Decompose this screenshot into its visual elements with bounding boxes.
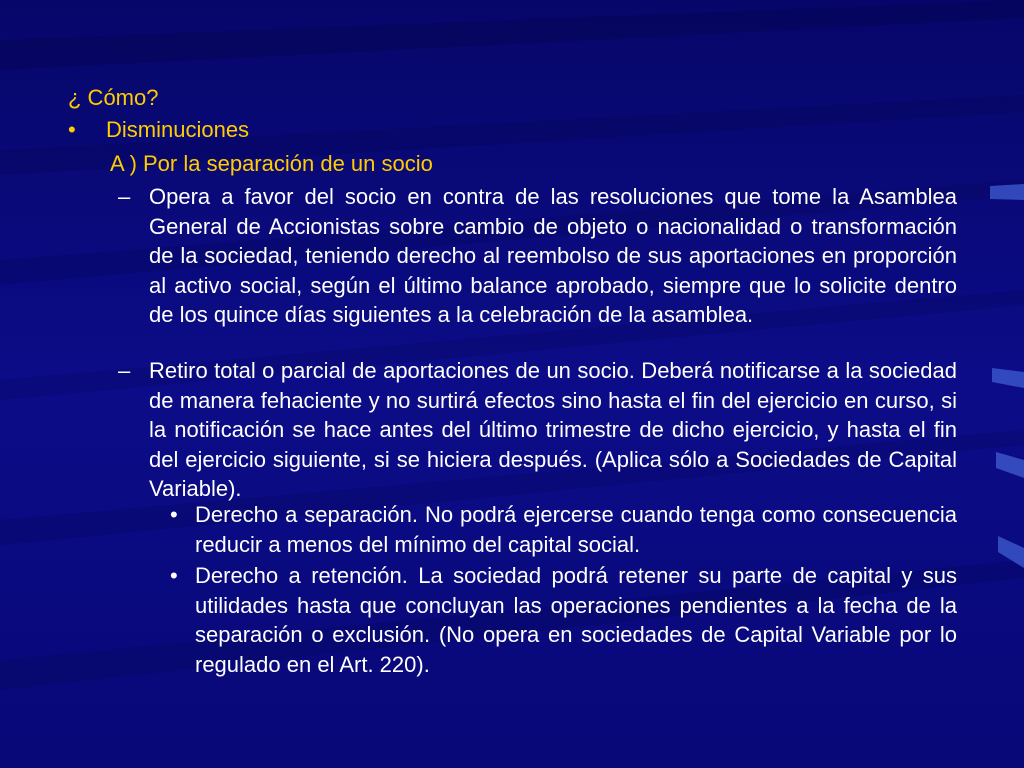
question-heading: ¿ Cómo? [68,85,159,110]
list-item: Retiro total o parcial de aportaciones de un socio. Deberá notificarse a la sociedad de manera fehaciente y no surtirá efectos sino hasta el fin del ejercicio en curso, si la notificación se hace antes del último trimestre de dicho ejercicio, y hasta el fin del ejercicio siguiente, si se hiciera después. (Aplica sólo a Sociedades de Capital Variable). [149,358,957,501]
topic-heading: Disminuciones [106,117,250,142]
dash-marker: – [118,184,131,209]
bullet-marker: • [170,563,178,588]
subsection-heading: A ) Por la separación de un socio [110,151,433,176]
topic-bullet: • [68,117,76,142]
bullet-marker: • [170,502,178,527]
dash-marker: – [118,358,131,383]
list-item: Derecho a retención. La sociedad podrá retener su parte de capital y sus utilidades hasta que concluyan las operaciones pendientes a la fecha de la separación o exclusión. (No opera en sociedades de Capital Variable por lo regulado en el Art. 220). [195,563,957,677]
list-item: Derecho a separación. No podrá ejercerse cuando tenga como consecuencia reducir a menos del mínimo del capital social. [195,502,957,557]
list-item: Opera a favor del socio en contra de las resoluciones que tome la Asamblea General de Accionistas sobre cambio de objeto o nacionalidad o transformación de la sociedad, teniendo derecho al reembolso de sus aportaciones en proporción al activo social, según el último balance aprobado, siempre que lo solicite dentro de los quince días siguientes a la celebración de la asamblea. [149,184,957,327]
